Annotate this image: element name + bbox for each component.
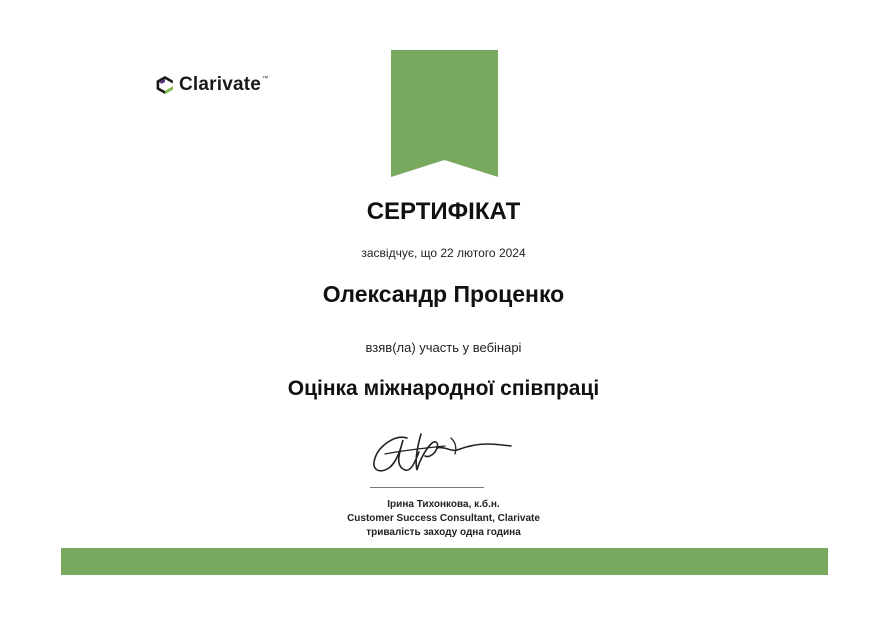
handwritten-signature	[365, 424, 515, 480]
bottom-accent-bar	[61, 548, 828, 575]
signer-role: Customer Success Consultant, Clarivate	[347, 513, 540, 524]
signer-name: Ірина Тихонкова, к.б.н.	[387, 499, 500, 510]
webinar-title: Оцінка міжнародної співпраці	[287, 377, 600, 400]
trademark-symbol: ™	[262, 76, 269, 82]
certifies-line: засвідчує, що 22 лютого 2024	[361, 246, 526, 260]
recipient-name: Олександр Проценко	[322, 281, 565, 307]
signer-block	[0, 498, 887, 540]
certificate-title: СЕРТИФІКАТ	[366, 198, 521, 225]
participation-line: взяв(ла) участь у вебінарі	[365, 340, 522, 355]
clarivate-logo	[154, 74, 268, 96]
clarivate-logo-text: Clarivate	[179, 74, 262, 95]
event-duration: тривалість заходу одна година	[366, 527, 521, 538]
signature-line	[370, 487, 484, 488]
clarivate-logo-icon	[154, 74, 176, 96]
ribbon-banner	[391, 50, 498, 177]
